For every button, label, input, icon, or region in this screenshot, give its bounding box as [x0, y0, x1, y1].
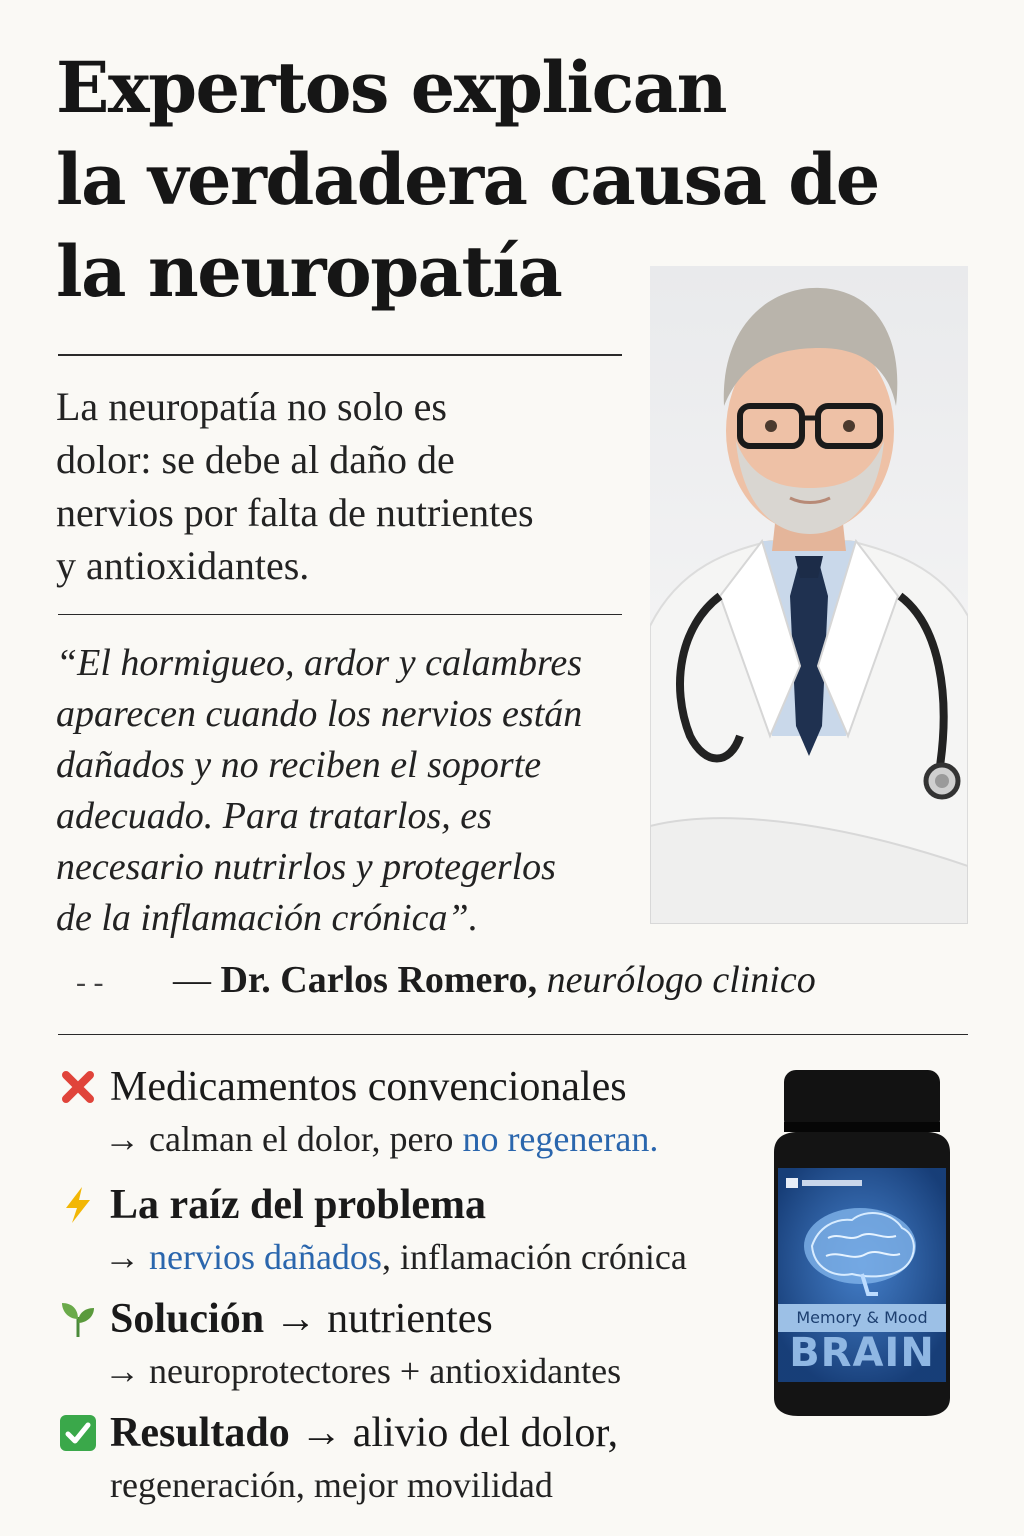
- arrow: →: [104, 1237, 140, 1277]
- lead-paragraph: [56, 380, 646, 592]
- benefit-title: Solución: [110, 1296, 265, 1342]
- benefit-text: neuroprotectores + antioxidantes: [149, 1351, 622, 1391]
- divider: [58, 614, 622, 615]
- divider: [58, 1034, 968, 1035]
- quote-line: dañados y no reciben el soporte: [56, 744, 542, 786]
- benefit-title: La raíz del problema: [110, 1182, 487, 1228]
- benefit-text: calman el dolor, pero: [149, 1119, 454, 1159]
- list-item: [58, 1178, 778, 1282]
- benefit-title: Resultado: [110, 1410, 290, 1456]
- arrow: →: [104, 1119, 140, 1159]
- sprout-icon: [58, 1299, 98, 1339]
- doctor-photo: [650, 266, 968, 924]
- lead-line: y antioxidantes.: [56, 543, 310, 588]
- benefit-text: regeneración, mejor movilidad: [110, 1465, 553, 1505]
- benefit-highlight: no regeneran.: [462, 1119, 659, 1159]
- quote-line: “El hormigueo, ardor y calambres: [56, 642, 582, 684]
- quote-line: adecuado. Para tratarlos, es: [56, 795, 492, 837]
- lightning-icon: [58, 1185, 98, 1225]
- quote-line: necesario nutrirlos y protegerlos: [56, 846, 556, 888]
- attribution-role: neurólogo clinico: [546, 959, 816, 1001]
- headline-line: la neuropatía: [56, 230, 562, 313]
- divider: [58, 354, 622, 356]
- benefit-highlight: nervios dañados: [149, 1237, 382, 1277]
- list-item: [58, 1060, 778, 1164]
- headline-line: Expertos explican: [56, 46, 727, 129]
- benefit-title-rest: → alivio del dolor,: [300, 1410, 619, 1456]
- quote-line: aparecen cuando los nervios están: [56, 693, 583, 735]
- quote-line: de la inflamación crónica”.: [56, 897, 479, 939]
- lead-line: dolor: se debe al daño de: [56, 437, 455, 482]
- expert-quote: [56, 638, 656, 944]
- attribution-dash: —: [172, 959, 211, 1001]
- attribution-dashes: - -: [76, 966, 104, 999]
- lead-line: nervios por falta de nutrientes: [56, 490, 534, 535]
- attribution-name: Dr. Carlos Romero,: [220, 959, 538, 1001]
- arrow: →: [104, 1351, 140, 1391]
- check-icon: [58, 1413, 98, 1453]
- benefit-title-rest: → nutrientes: [274, 1296, 493, 1342]
- quote-attribution: [76, 955, 976, 1008]
- list-item: [58, 1292, 778, 1396]
- list-item: [58, 1406, 778, 1510]
- lead-line: La neuropatía no solo es: [56, 384, 447, 429]
- bottle-name: BRAIN: [789, 1330, 935, 1376]
- benefit-text: , inflamación crónica: [381, 1237, 687, 1277]
- headline-line: la verdadera causa de: [56, 138, 879, 221]
- supplement-bottle: [768, 1068, 956, 1418]
- doctor-illustration: [650, 266, 968, 924]
- benefit-title: Medicamentos convencionales: [110, 1064, 627, 1110]
- red-x-icon: [58, 1067, 98, 1107]
- bottle-brand: Memory & Mood: [796, 1308, 928, 1327]
